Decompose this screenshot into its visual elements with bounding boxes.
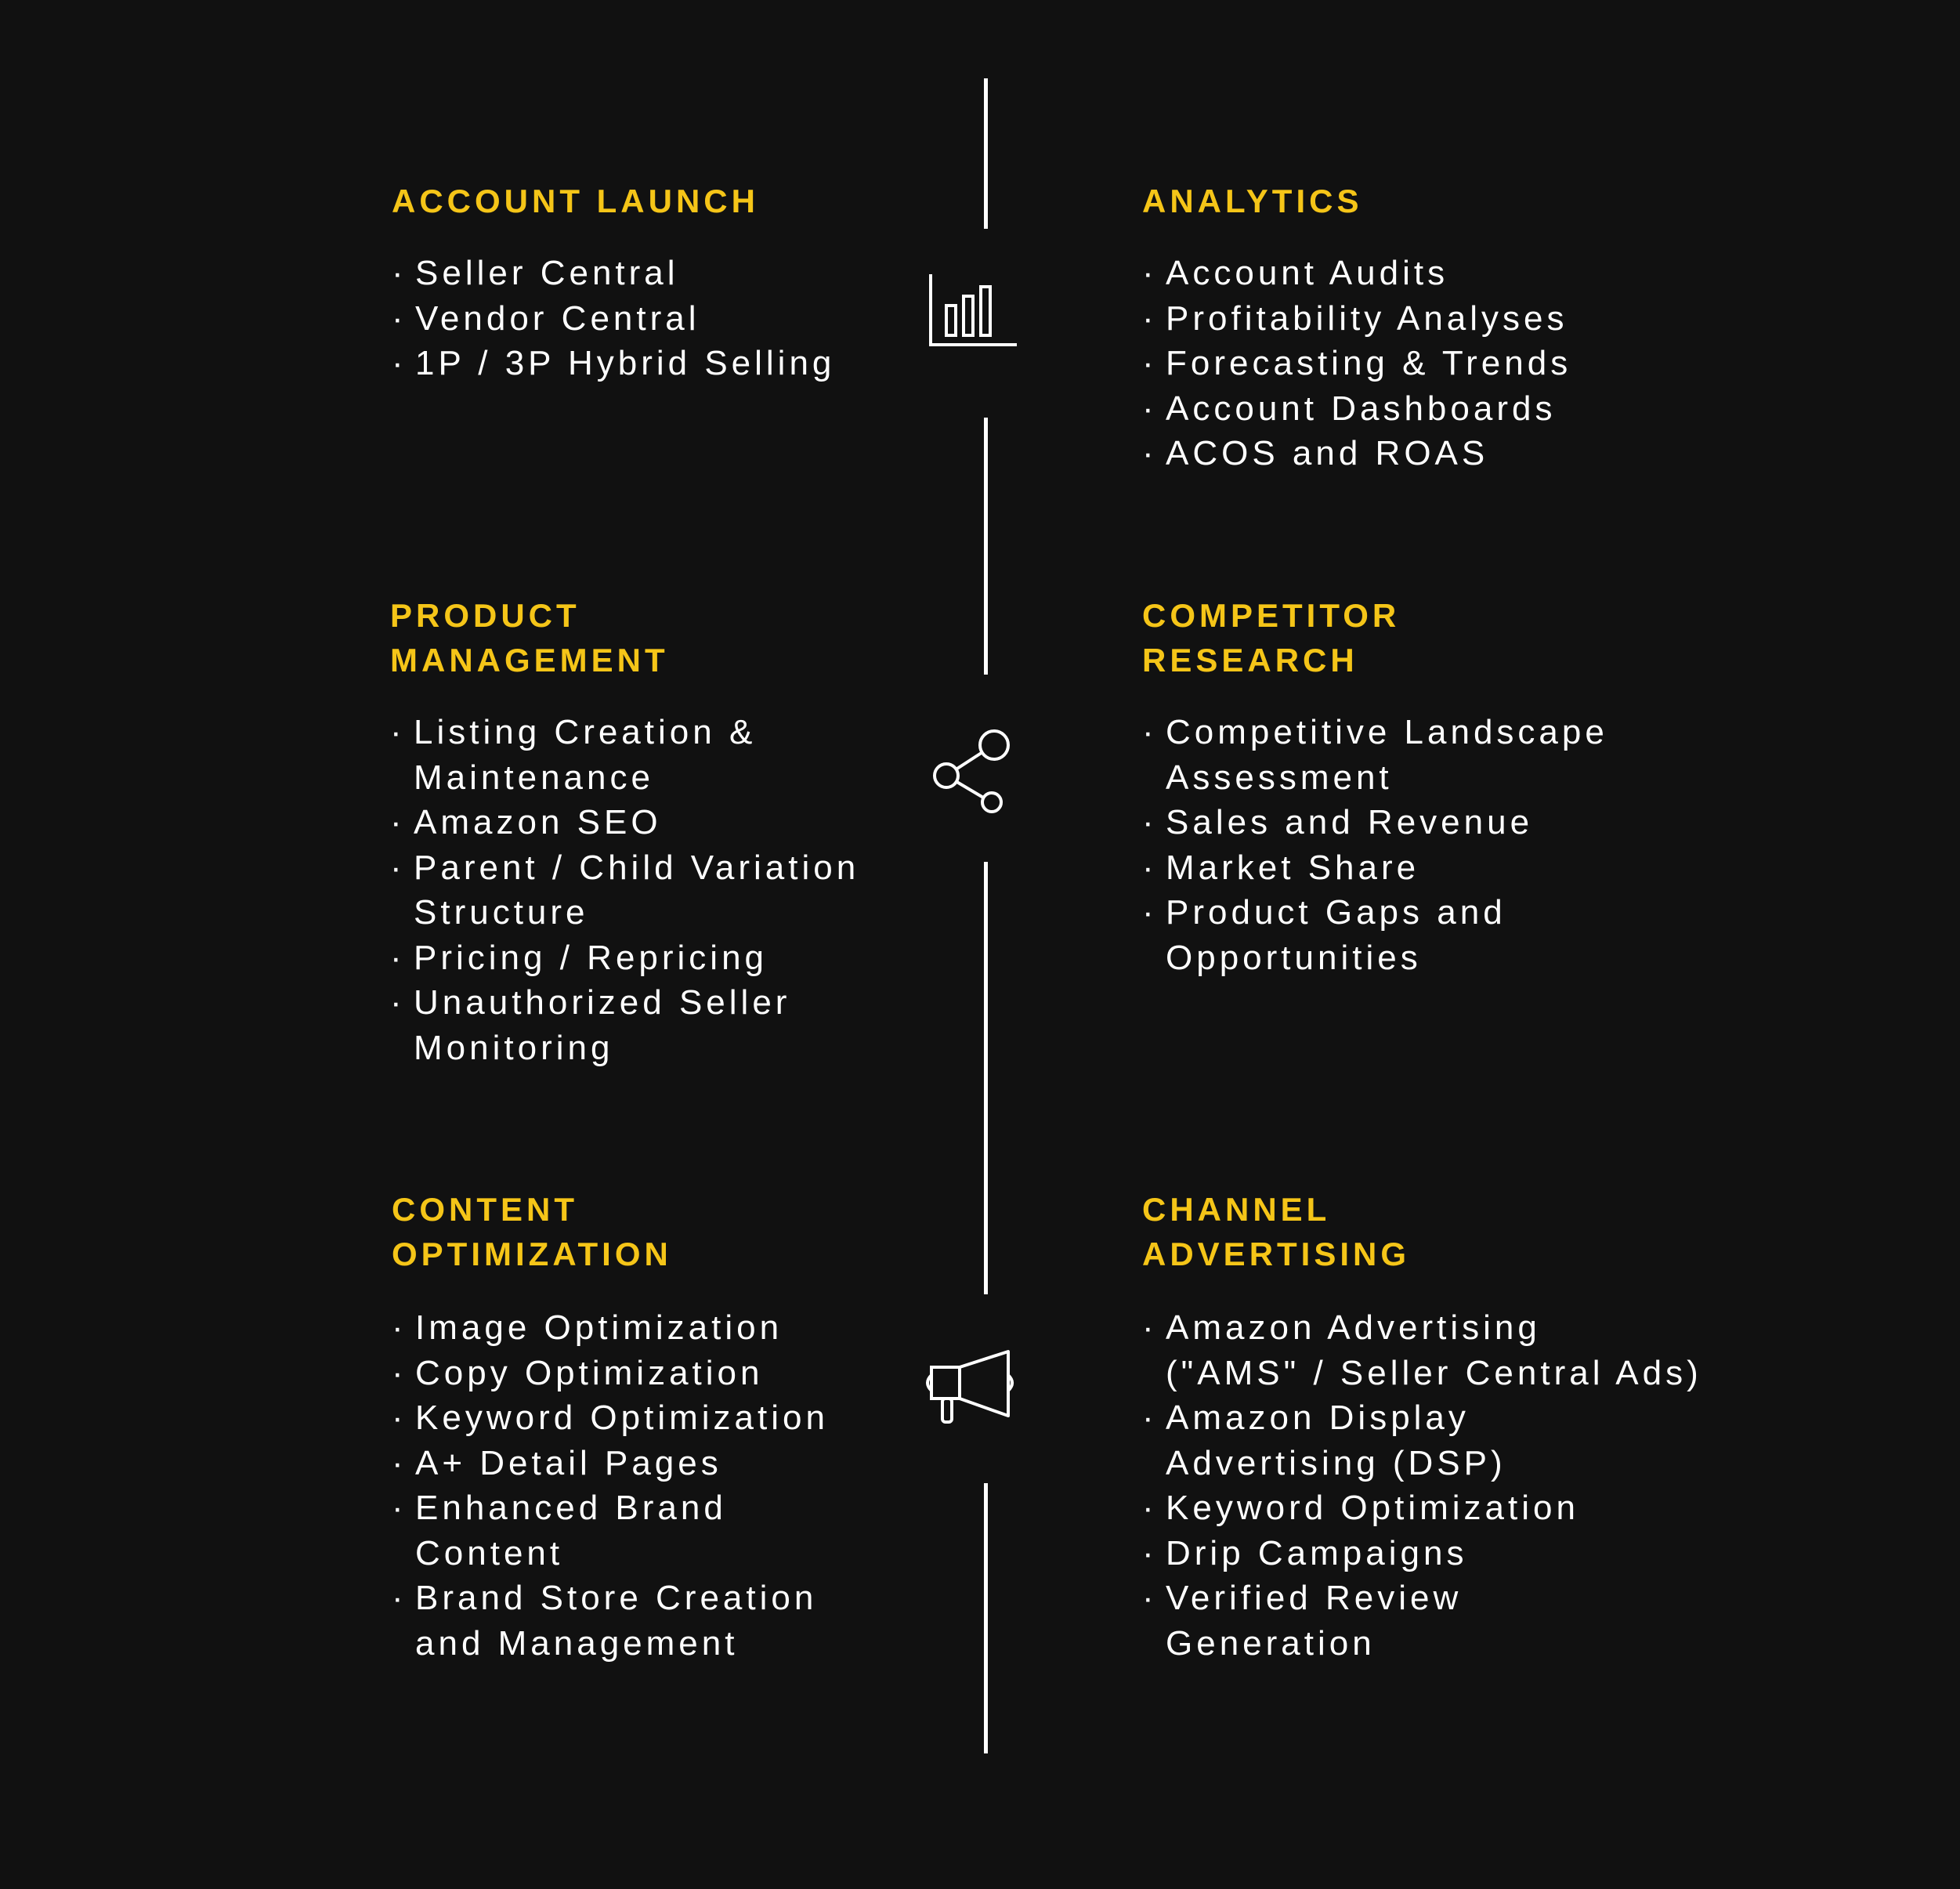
list-item	[392, 1486, 940, 1576]
list-item-text: · Seller Central	[415, 254, 679, 292]
list-item	[1142, 251, 1926, 296]
list-item-text: · 1P / 3P Hybrid Selling	[415, 344, 836, 382]
list-item-text: Content	[415, 1533, 564, 1572]
list-item	[1142, 1305, 1941, 1395]
list-item-text: · Keyword Optimization	[415, 1399, 829, 1437]
list-item-text: · Vendor Central	[415, 299, 700, 338]
list-item-text: · Sales and Revenue	[1166, 803, 1534, 841]
timeline-line-2	[984, 418, 988, 675]
list-item-text: · Copy Optimization	[415, 1353, 764, 1392]
list-item	[1142, 845, 1926, 891]
list-item-text: · Forecasting & Trends	[1166, 344, 1572, 382]
list-item-text: · Brand Store Creation	[415, 1579, 818, 1617]
list-item-text: · Unauthorized Seller	[414, 983, 791, 1022]
list-item	[390, 980, 938, 1070]
list-item	[1142, 431, 1926, 476]
list-item	[1142, 1395, 1941, 1486]
share-icon	[924, 721, 1018, 823]
list-item	[392, 1305, 940, 1351]
list-item	[390, 845, 938, 935]
list-item	[392, 1576, 940, 1666]
section-competitor-research	[1142, 593, 1926, 980]
list-item	[1142, 1576, 1941, 1666]
list-item-text: · Product Gaps and	[1166, 893, 1506, 932]
list-item-text: · Amazon Advertising	[1166, 1308, 1541, 1347]
list-item	[1142, 890, 1926, 980]
item-list	[1142, 1305, 1941, 1666]
list-item-text: and Management	[415, 1623, 739, 1663]
list-item-text: · A+ Detail Pages	[415, 1443, 722, 1482]
list-item-text: Monitoring	[414, 1028, 614, 1067]
list-item-text: · Enhanced Brand	[415, 1489, 727, 1527]
list-item	[392, 251, 893, 296]
list-item	[1142, 1486, 1941, 1531]
timeline-line-4	[984, 1483, 988, 1753]
list-item	[390, 710, 938, 800]
list-item	[1142, 710, 1926, 800]
section-channel-advertising	[1142, 1187, 1941, 1666]
section-heading: PRODUCT MANAGEMENT	[390, 597, 669, 679]
list-item	[1142, 1531, 1941, 1576]
list-item-text: Generation	[1166, 1623, 1376, 1663]
list-item	[390, 800, 938, 845]
section-product-management	[390, 593, 938, 1070]
item-list	[1142, 710, 1926, 980]
list-item	[1142, 386, 1926, 432]
section-account-launch	[392, 179, 893, 386]
list-item-text: Maintenance	[414, 758, 654, 797]
list-item-text: · ACOS and ROAS	[1166, 434, 1489, 472]
list-item-text: · Amazon Display	[1166, 1399, 1470, 1437]
list-item-text: Advertising (DSP)	[1166, 1443, 1506, 1482]
list-item-text: ("AMS" / Seller Central Ads)	[1166, 1353, 1702, 1392]
list-item	[1142, 800, 1926, 845]
list-item	[392, 1441, 940, 1486]
list-item-text: · Drip Campaigns	[1166, 1533, 1468, 1572]
list-item	[392, 296, 893, 342]
section-analytics	[1142, 179, 1926, 476]
list-item-text: Structure	[414, 893, 589, 932]
list-item	[390, 935, 938, 981]
list-item-text: · Parent / Child Variation	[414, 848, 860, 887]
list-item	[1142, 296, 1926, 342]
list-item-text: · Competitive Landscape	[1166, 713, 1608, 751]
list-item-text: · Profitability Analyses	[1166, 299, 1568, 338]
list-item-text: · Amazon SEO	[414, 803, 662, 841]
list-item-text: Opportunities	[1166, 938, 1422, 977]
list-item-text: · Pricing / Repricing	[414, 938, 768, 977]
list-item-text: · Keyword Optimization	[1166, 1489, 1579, 1527]
timeline-line-3	[984, 862, 988, 1294]
section-heading: ANALYTICS	[1142, 183, 1363, 219]
section-heading: CONTENT OPTIMIZATION	[392, 1191, 672, 1272]
section-heading: CHANNEL ADVERTISING	[1142, 1191, 1411, 1272]
list-item-text: Assessment	[1166, 758, 1393, 797]
list-item	[392, 1351, 940, 1396]
list-item-text: · Listing Creation &	[414, 713, 757, 751]
list-item-text: · Market Share	[1166, 848, 1420, 887]
item-list	[390, 710, 938, 1070]
list-item	[392, 1395, 940, 1441]
list-item-text: · Account Dashboards	[1166, 389, 1557, 428]
list-item	[1142, 341, 1926, 386]
list-item	[392, 341, 893, 386]
timeline-line-1	[984, 78, 988, 229]
section-content-optimization	[392, 1187, 940, 1666]
item-list	[392, 251, 893, 386]
list-item-text: · Account Audits	[1166, 254, 1449, 292]
item-list	[1142, 251, 1926, 476]
section-heading: COMPETITOR RESEARCH	[1142, 597, 1401, 679]
bar-chart-icon	[924, 266, 1042, 360]
section-heading: ACCOUNT LAUNCH	[392, 183, 759, 219]
list-item-text: · Image Optimization	[415, 1308, 783, 1347]
item-list	[392, 1305, 940, 1666]
list-item-text: · Verified Review	[1166, 1579, 1463, 1617]
